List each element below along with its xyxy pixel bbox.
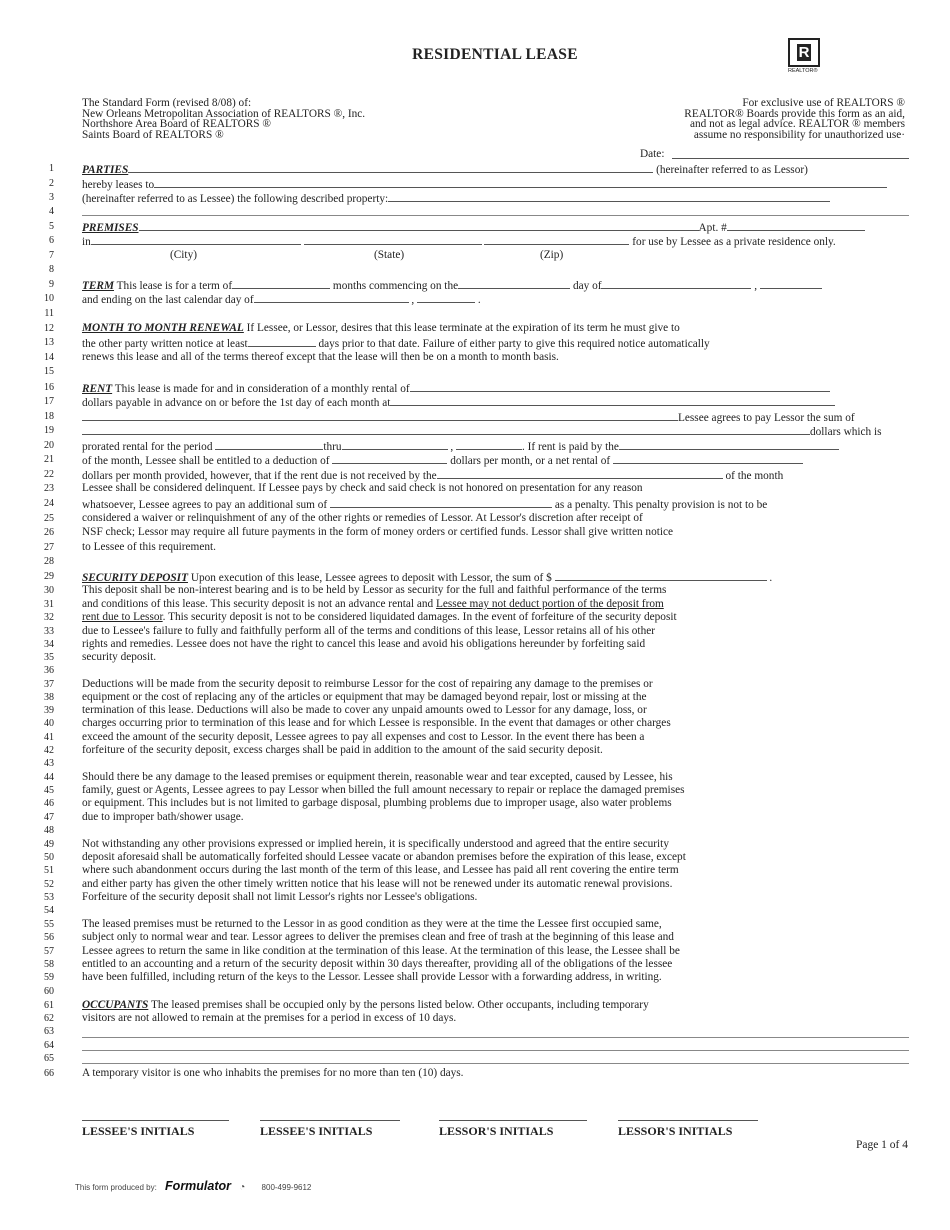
- prorated-sum-field[interactable]: [82, 424, 810, 435]
- line-number: 17: [44, 396, 54, 407]
- line-number: 20: [44, 440, 54, 451]
- line: [82, 971, 909, 984]
- city-label: (City): [170, 249, 197, 261]
- document-title: RESIDENTIAL LEASE: [412, 46, 578, 63]
- date-row: [82, 148, 909, 161]
- notice-days-field[interactable]: [248, 336, 316, 347]
- term-line: TERM This lease is for a term of months commencing on the day of ,: [82, 278, 909, 291]
- deposit-amount-field[interactable]: [555, 570, 767, 581]
- line: [82, 468, 909, 481]
- header-right-line: assume no responsibility for unauthorized use·: [693, 128, 905, 141]
- line: [82, 771, 909, 784]
- line-number: 33: [44, 626, 54, 637]
- line: [82, 864, 909, 877]
- start-month-field[interactable]: [601, 278, 751, 289]
- line-number: 15: [44, 366, 54, 377]
- line: prorated rental for the period thru , . If rent is paid by the: [82, 439, 909, 452]
- payment-place-field-2[interactable]: [82, 410, 678, 421]
- header-left-line: New Orleans Metropolitan Association of REALTORS ®, Inc.: [82, 107, 366, 120]
- text: NSF check; Lessor may require all future payments in the form of money orders or certified funds. Lessor shall give written notice: [82, 526, 674, 538]
- line: [82, 453, 909, 466]
- text: of the month, Lessee shall be entitled to a deduction of: [82, 455, 330, 467]
- text: prorated rental for the period: [82, 441, 213, 453]
- line-number: 3: [49, 192, 54, 203]
- line-number: 11: [44, 308, 54, 319]
- footer: [75, 1179, 311, 1193]
- realtor-logo: [788, 38, 822, 72]
- line: [82, 958, 909, 971]
- occupants-line: [82, 999, 909, 1012]
- text: Should there be any damage to the leased premises or equipment therein, reasonable wear and tear excepted, caused by Lessee, his: [82, 771, 673, 783]
- line: [82, 234, 909, 247]
- line: and ending on the last calendar day of , .: [82, 294, 481, 306]
- monthly-rent-field[interactable]: [410, 381, 830, 392]
- text: subject only to normal wear and tear. Lessor agrees to deliver the premises clean and free of trash at the beginning of this lease and: [82, 931, 674, 943]
- line-number: 64: [44, 1040, 54, 1051]
- realtor-r-icon: R: [798, 44, 810, 61]
- line: [82, 395, 909, 408]
- line: [82, 584, 909, 597]
- line-number: 39: [44, 705, 54, 716]
- text: Lessee may not deduct portion of the deposit from: [436, 598, 664, 610]
- line-number: 25: [44, 513, 54, 524]
- term-months-field[interactable]: [232, 278, 330, 289]
- text: rent due to Lessor: [82, 611, 163, 623]
- text: days prior to that date. Failure of either party to give this required notice automatically: [318, 338, 710, 350]
- payment-place-field[interactable]: [390, 395, 835, 406]
- text: This lease is made for and in consideration of a monthly rental of: [114, 383, 410, 395]
- line-number: 32: [44, 612, 54, 623]
- renewal-heading: MONTH TO MONTH RENEWAL: [82, 322, 244, 334]
- header-left-line: Saints Board of REALTORS ®: [82, 128, 224, 141]
- text: months commencing on the: [332, 280, 459, 292]
- line-number: 22: [44, 469, 54, 480]
- line-number: 8: [49, 264, 54, 275]
- text: considered a waiver or relinquishment of any of the other rights or remedies of Lessor. At Lessor's discretion after receipt of: [82, 512, 643, 524]
- line: [82, 351, 909, 364]
- occupants-heading: OCCUPANTS: [82, 999, 149, 1011]
- deduction-field[interactable]: [332, 453, 447, 464]
- header-right-line: and not as legal advice. REALTOR ® members: [689, 118, 905, 131]
- line: [82, 625, 909, 638]
- text: (hereinafter referred to as Lessor): [656, 164, 808, 176]
- text: dollars per month provided, however, that if the rent due is not received by the: [82, 470, 437, 482]
- term-heading: TERM: [82, 280, 115, 292]
- text: charges occurring prior to termination of this lease and for which Lessee is responsible. In the event that damages or other charges: [82, 717, 671, 729]
- text: Upon execution of this lease, Lessee agrees to deposit with Lessor, the sum of $: [190, 572, 552, 584]
- line: [82, 177, 909, 190]
- globe-icon: ◔: [239, 1182, 246, 1193]
- text: This deposit shall be non-interest bearing and is to be held by Lessor as security for the full and faithful performance of the terms: [82, 584, 667, 596]
- header-left-line: Northshore Area Board of REALTORS ®: [82, 118, 272, 131]
- text: entitled to an accounting and a return of the security deposit within 30 days thereafter, providing all of the obligations of the lessee: [82, 958, 673, 970]
- footer-prefix: This form produced by:: [75, 1183, 157, 1192]
- early-pay-day-field[interactable]: [619, 439, 839, 450]
- line: [82, 945, 909, 958]
- net-rental-field[interactable]: [613, 453, 803, 464]
- text: for use by Lessee as a private residence only.: [632, 236, 836, 248]
- text: forfeiture of the security deposit, excess charges shall be paid in addition to the amount of the said security deposit.: [82, 744, 603, 756]
- line-number: 46: [44, 798, 54, 809]
- header-right-line: For exclusive use of REALTORS ®: [742, 97, 905, 109]
- text: hereby leases to: [82, 179, 155, 191]
- line: [82, 482, 909, 495]
- line-number: 42: [44, 745, 54, 756]
- lessor-initials-field[interactable]: [618, 1120, 758, 1121]
- text: whatsoever, Lessee agrees to pay an additional sum of: [82, 499, 328, 511]
- rent-line: [82, 381, 909, 394]
- text: A temporary visitor is one who inhabits the premises for no more than ten (10) days.: [82, 1067, 464, 1079]
- text: Forfeiture of the security deposit shall not limit Lessor's rights nor Lessee's obligations.: [82, 891, 478, 903]
- line-number: 65: [44, 1053, 54, 1064]
- line-number: 51: [44, 865, 54, 876]
- line-number: 58: [44, 959, 54, 970]
- property-field[interactable]: [388, 191, 830, 202]
- footer-phone: 800-499-9612: [261, 1183, 312, 1192]
- line-number: 49: [44, 839, 54, 850]
- text: equipment or the cost of replacing any of the articles or equipment that may be damaged beyond repair, lost or missing at the: [82, 691, 647, 703]
- prorate-start-field[interactable]: [215, 439, 323, 450]
- property-field-2[interactable]: [82, 215, 909, 216]
- text: where such abandonment occurs during the last month of the term of this lease, and Lessee has paid all rent covering the entire term: [82, 864, 679, 876]
- lessee-initials-label: LESSEE'S INITIALS: [82, 1124, 195, 1138]
- line-number: 31: [44, 599, 54, 610]
- line-number: 7: [49, 250, 54, 261]
- line: [82, 838, 909, 851]
- header-left-line: The Standard Form (revised 8/08) of:: [82, 97, 252, 109]
- text: . If rent is paid by the: [522, 441, 619, 453]
- line: [82, 931, 909, 944]
- lessor-initials-label: LESSOR'S INITIALS: [439, 1124, 554, 1138]
- renewal-line: [82, 322, 909, 335]
- start-year-field[interactable]: [760, 278, 822, 289]
- lessor-initials-label: LESSOR'S INITIALS: [618, 1124, 733, 1138]
- line: [82, 1067, 909, 1080]
- text: dollars which is: [810, 426, 882, 438]
- apt-field[interactable]: [727, 220, 865, 231]
- end-month-field[interactable]: [254, 292, 409, 303]
- text: and either party has given the other timely written notice that his lease will not be renewed under its automatic renewal provisions.: [82, 878, 673, 890]
- premises-heading: PREMISES: [82, 222, 139, 234]
- line: [82, 497, 909, 510]
- line: [82, 191, 909, 204]
- text: Apt. #: [698, 222, 727, 234]
- text: dollars payable in advance on or before the 1st day of each month at: [82, 397, 391, 409]
- line-number: 63: [44, 1026, 54, 1037]
- lessee-initials-field[interactable]: [260, 1120, 400, 1121]
- line: [82, 717, 909, 730]
- line-number: 60: [44, 986, 54, 997]
- line: [82, 918, 909, 931]
- text: renews this lease and all of the terms thereof except that the lease will then be on a month to month basis.: [82, 351, 559, 363]
- state-label: (State): [374, 249, 405, 261]
- lessee-initials-label: LESSEE'S INITIALS: [260, 1124, 373, 1138]
- line: [82, 410, 909, 423]
- line-number: 43: [44, 758, 54, 769]
- line-number: 55: [44, 919, 54, 930]
- line-number: 41: [44, 732, 54, 743]
- text: exceed the amount of the security deposit, Lessee agrees to pay all expenses and cost to Lessor. In the event there has been a: [82, 731, 645, 743]
- line-number: 27: [44, 542, 54, 553]
- text: family, guest or Agents, Lessee agrees to pay Lessor when billed the full amount necessary to repair or replace the damaged premises: [82, 784, 685, 796]
- line-number: 54: [44, 905, 54, 916]
- text: in: [82, 236, 91, 248]
- line-number: 24: [44, 498, 54, 509]
- text: and conditions of this lease. This security deposit is not an advance rental and: [82, 598, 436, 610]
- line: [82, 878, 909, 891]
- line-number: 14: [44, 352, 54, 363]
- occupant-field[interactable]: [82, 1050, 909, 1051]
- text: security deposit.: [82, 651, 157, 663]
- line-number: 18: [44, 411, 54, 422]
- date-field[interactable]: [672, 148, 909, 159]
- text: rights and remedies. Lessee does not have the right to cancel this lease and avoid his obligations hereunder by forfeiting said: [82, 638, 646, 650]
- formulator-logo: Formulator: [165, 1179, 232, 1193]
- state-field[interactable]: [304, 234, 482, 245]
- text: or equipment. This includes but is not limited to garbage disposal, plumbing problems due to improper usage, also water problems: [82, 797, 672, 809]
- text: termination of this lease. Deductions will also be made to cover any unpaid amounts owed to Lessor for any damage, loss, or: [82, 704, 647, 716]
- line-number: 2: [49, 178, 54, 189]
- line-number: 56: [44, 932, 54, 943]
- line: [82, 541, 909, 554]
- line-number: 38: [44, 692, 54, 703]
- line-number: 13: [44, 337, 54, 348]
- line-number: 35: [44, 652, 54, 663]
- text: . This security deposit is not to be considered liquidated damages. In the event of forfeiture of the security deposit: [162, 611, 677, 623]
- line-number: 12: [44, 323, 54, 334]
- line: [82, 811, 909, 824]
- text: to Lessee of this requirement.: [82, 541, 216, 553]
- text: The leased premises shall be occupied only by the persons listed below. Other occupants, including temporary: [150, 999, 649, 1011]
- text: the other party written notice at least: [82, 338, 248, 350]
- line-number: 4: [49, 206, 54, 217]
- line: [82, 891, 909, 904]
- rent-heading: RENT: [82, 383, 113, 395]
- line-number: 1: [49, 163, 54, 174]
- header-right-line: REALTOR® Boards provide this form as an aid,: [684, 107, 905, 120]
- nsf-penalty-field[interactable]: [330, 497, 552, 508]
- zip-label: (Zip): [540, 249, 564, 261]
- line-number: 40: [44, 718, 54, 729]
- line-number: 16: [44, 382, 54, 393]
- text: Deductions will be made from the security deposit to reimburse Lessor for the cost of repairing any damage to the premises or: [82, 678, 653, 690]
- line: [82, 638, 909, 651]
- text: Lessee agrees to pay Lessor the sum of: [678, 412, 855, 424]
- text: dollars per month, or a net rental of: [450, 455, 611, 467]
- prorate-end-field[interactable]: [342, 439, 448, 450]
- realtor-logo-text: REALTOR®: [788, 68, 818, 74]
- line-number: 37: [44, 679, 54, 690]
- line-number: 59: [44, 972, 54, 983]
- lessor-name-field[interactable]: [128, 162, 653, 173]
- occupant-field[interactable]: [82, 1037, 909, 1038]
- line-number: 29: [44, 571, 54, 582]
- text: as a penalty. This penalty provision is not to be: [554, 499, 768, 511]
- line-number: 21: [44, 454, 54, 465]
- address-field[interactable]: [139, 220, 699, 231]
- line-number: 52: [44, 879, 54, 890]
- line-number: 62: [44, 1013, 54, 1024]
- line: [82, 512, 909, 525]
- line: [82, 731, 909, 744]
- line: [82, 526, 909, 539]
- line: [82, 424, 909, 437]
- security-deposit-heading: SECURITY DEPOSIT: [82, 572, 188, 584]
- lessee-name-field[interactable]: [154, 177, 887, 188]
- security-line: SECURITY DEPOSIT Upon execution of this lease, Lessee agrees to deposit with Lessor, the sum of $ .: [82, 572, 773, 584]
- line: [82, 851, 909, 864]
- line-number: 50: [44, 852, 54, 863]
- due-day-field[interactable]: [437, 468, 723, 479]
- line-number: 9: [49, 279, 54, 290]
- header-left: [82, 98, 365, 140]
- line: [82, 651, 909, 664]
- text: (hereinafter referred to as Lessee) the following described property:: [82, 193, 389, 205]
- city-field[interactable]: [91, 234, 301, 245]
- line: [82, 704, 909, 717]
- text: If Lessee, or Lessor, desires that this lease terminate at the expiration of its term he must give to: [246, 322, 680, 334]
- line-number: 30: [44, 585, 54, 596]
- text: due to Lessee's failure to fully and faithfully perform all of the terms and conditions of this lease, Lessor retains all of his other: [82, 625, 655, 637]
- line: [82, 611, 909, 624]
- line-number: 5: [49, 221, 54, 232]
- line-number: 44: [44, 772, 54, 783]
- text: Lessee shall be considered delinquent. If Lessee pays by check and said check is not honored on presentation for any reason: [82, 482, 643, 494]
- line: [82, 691, 909, 704]
- text: The leased premises must be returned to the Lessor in as good condition as they were at the time the Lessee first occupied same,: [82, 918, 662, 930]
- lessee-initials-field[interactable]: [82, 1120, 229, 1121]
- text: deposit aforesaid shall be automatically forfeited should Lessee vacate or abandon premises before the expiration of this lease, except: [82, 851, 686, 863]
- line: [82, 678, 909, 691]
- prorate-year-field[interactable]: [456, 439, 522, 450]
- text: of the month: [725, 470, 784, 482]
- parties-line: [82, 162, 909, 175]
- text: Not withstanding any other provisions expressed or implied herein, it is specifically understood and agreed that the entire security: [82, 838, 669, 850]
- line-number: 26: [44, 527, 54, 538]
- line-number: 34: [44, 639, 54, 650]
- line: [82, 336, 909, 349]
- line-number: 48: [44, 825, 54, 836]
- line-number: 57: [44, 946, 54, 957]
- line-number: 36: [44, 665, 54, 676]
- date-label: Date:: [640, 148, 665, 160]
- text: due to improper bath/shower usage.: [82, 811, 244, 823]
- text: day of: [572, 280, 602, 292]
- line-number: 28: [44, 556, 54, 567]
- line: [82, 1012, 909, 1025]
- header-right: [684, 98, 905, 140]
- line: [82, 249, 909, 262]
- line-number: 10: [44, 293, 54, 304]
- start-day-field[interactable]: [458, 278, 570, 289]
- line: [82, 744, 909, 757]
- text: thru: [323, 441, 342, 453]
- line-number: 45: [44, 785, 54, 796]
- line: [82, 784, 909, 797]
- text: and ending on the last calendar day of: [82, 294, 254, 306]
- lessor-initials-field[interactable]: [439, 1120, 587, 1121]
- text: have been fulfilled, including return of the keys to the Lessor. Lessee shall provide Lessor with a forwarding address, in writing.: [82, 971, 662, 983]
- text: This lease is for a term of: [116, 280, 233, 292]
- text: Lessee agrees to return the same in like condition at the termination of this lease. At the termination of this lease, the Lessee shall be: [82, 945, 680, 957]
- line-number: 53: [44, 892, 54, 903]
- premises-line: [82, 220, 909, 233]
- zip-field[interactable]: [484, 234, 629, 245]
- line-number: 61: [44, 1000, 54, 1011]
- text: visitors are not allowed to remain at the premises for a period in excess of 10 days.: [82, 1012, 457, 1024]
- line: [82, 598, 909, 611]
- line-number: 19: [44, 425, 54, 436]
- end-year-field[interactable]: [417, 292, 475, 303]
- occupant-field[interactable]: [82, 1063, 909, 1064]
- line-number: 47: [44, 812, 54, 823]
- line: [82, 797, 909, 810]
- line-number: 23: [44, 483, 54, 494]
- line-number: 66: [44, 1068, 54, 1079]
- parties-heading: PARTIES: [82, 164, 129, 176]
- line-number: 6: [49, 235, 54, 246]
- page-number: Page 1 of 4: [855, 1139, 908, 1151]
